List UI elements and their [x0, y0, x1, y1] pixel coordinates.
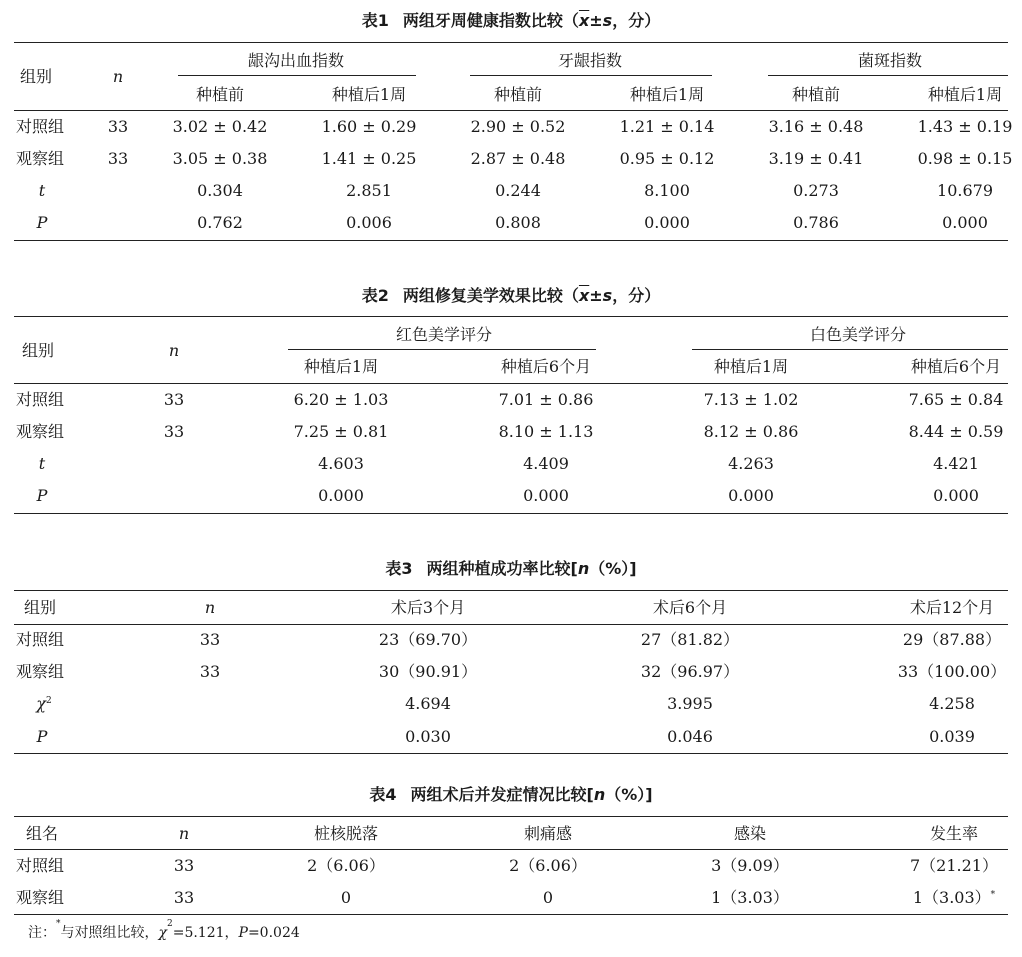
table2-subheader: 种植后1周: [713, 357, 789, 376]
table3-header: 术后12个月: [909, 598, 995, 617]
table4-header: 桩核脱落: [313, 824, 379, 843]
table1-row-label: P: [36, 213, 48, 232]
table2-cell: 0.000: [523, 486, 569, 505]
table1-subheader: 种植后1周: [629, 85, 705, 104]
table2-row-label: P: [36, 486, 48, 505]
table2-cell: 4.263: [728, 454, 774, 473]
table3-bottom-rule: [14, 753, 1008, 754]
table2-cell: 6.20 ± 1.03: [293, 390, 389, 409]
table2-row-label: 对照组: [16, 390, 65, 409]
table1-cell: 0.006: [346, 213, 392, 232]
table1-col-n: n: [112, 67, 124, 86]
table1-row-label: 对照组: [16, 117, 65, 136]
table1-cell: 0.98 ± 0.15: [917, 149, 1013, 168]
table1-cell: 2.90 ± 0.52: [470, 117, 566, 136]
table4-col-group: 组名: [26, 824, 59, 843]
table2-cell: 4.409: [523, 454, 569, 473]
table1-cell: 0.808: [495, 213, 541, 232]
table1-cell: 0.273: [793, 181, 839, 200]
table2-row-n: 33: [163, 390, 185, 409]
table3-col-n: n: [204, 598, 216, 617]
table2-cell: 0.000: [318, 486, 364, 505]
table1-header-rule: [14, 110, 1008, 111]
table1-group-header: 牙龈指数: [557, 51, 623, 70]
table3-cell: 4.258: [929, 694, 975, 713]
table1-cell: 0.95 ± 0.12: [619, 149, 715, 168]
table1-cell: 2.87 ± 0.48: [470, 149, 566, 168]
table1-group-rule: [178, 75, 416, 76]
table1-group-header: 菌斑指数: [857, 51, 923, 70]
table1-row-n: 33: [107, 117, 129, 136]
table1-title: 表1 两组牙周健康指数比较（$\overline{x}\pm s$，分）: [361, 11, 661, 30]
table2-cell: 0.000: [728, 486, 774, 505]
table1-row-label: 观察组: [16, 149, 65, 168]
table3-cell: 0.039: [929, 727, 975, 746]
table3-row-label: $\chi^2$: [36, 694, 52, 713]
table4-cell: 0: [340, 888, 352, 907]
table2-cell: 4.421: [933, 454, 979, 473]
table2-col-group: 组别: [22, 341, 55, 360]
table3-col-group: 组别: [24, 598, 57, 617]
table2-title: 表2 两组修复美学效果比较（$\overline{x}\pm s$，分）: [361, 286, 661, 305]
table1-cell: 10.679: [937, 181, 993, 200]
table2-cell: 8.10 ± 1.13: [498, 422, 594, 441]
table1-bottom-rule: [14, 240, 1008, 241]
table4-top-rule: [14, 816, 1008, 817]
table3-cell: 29（87.88）: [902, 630, 1002, 649]
table1-cell: 0.786: [793, 213, 839, 232]
table1-cell: 3.19 ± 0.41: [768, 149, 864, 168]
table1-group-rule: [470, 75, 712, 76]
table4-row-n: 33: [173, 856, 195, 875]
table2-cell: 8.12 ± 0.86: [703, 422, 799, 441]
table4-header-rule: [14, 849, 1008, 850]
table4-cell: 0: [542, 888, 554, 907]
table2-subheader: 种植后1周: [303, 357, 379, 376]
table4-cell: 7（21.21）: [910, 856, 998, 875]
table4-row-label: 对照组: [16, 856, 65, 875]
table2-top-rule: [14, 316, 1008, 317]
table2-row-label: 观察组: [16, 422, 65, 441]
table1-subheader: 种植后1周: [927, 85, 1003, 104]
table1-top-rule: [14, 42, 1008, 43]
table1-cell: 1.41 ± 0.25: [321, 149, 417, 168]
table2-cell: 7.65 ± 0.84: [908, 390, 1004, 409]
table3-header: 术后3个月: [390, 598, 466, 617]
table3-row-label: P: [36, 727, 48, 746]
table1-cell: 3.05 ± 0.38: [172, 149, 268, 168]
table1-subheader: 种植前: [493, 85, 543, 104]
table1-group-rule: [768, 75, 1008, 76]
table1-cell: 0.000: [644, 213, 690, 232]
table4-cell: 1（3.03）: [711, 888, 789, 907]
table4-header: 感染: [733, 824, 767, 843]
table1-subheader: 种植后1周: [331, 85, 407, 104]
table4-bottom-rule: [14, 914, 1008, 915]
table4-col-n: n: [178, 824, 190, 843]
table3-row-label: 观察组: [16, 662, 65, 681]
table1-subheader: 种植前: [195, 85, 245, 104]
table3-header: 术后6个月: [652, 598, 728, 617]
table3-row-label: 对照组: [16, 630, 65, 649]
table1-cell: 1.21 ± 0.14: [619, 117, 715, 136]
table1-cell: 0.304: [197, 181, 243, 200]
table1-cell: 3.02 ± 0.42: [172, 117, 268, 136]
table3-cell: 33（100.00）: [897, 662, 1007, 681]
table3-title: 表3 两组种植成功率比较[n（%）]: [385, 559, 637, 578]
table2-cell: 7.25 ± 0.81: [293, 422, 389, 441]
table4-header: 刺痛感: [523, 824, 573, 843]
table4-footnote: 注：*与对照组比较，$\chi^2=5.121$，P=0.024: [28, 919, 300, 941]
table2-row-n: 33: [163, 422, 185, 441]
table4-title: 表4 两组术后并发症情况比较[n（%）]: [369, 785, 653, 804]
table4-cell: 2（6.06）: [509, 856, 587, 875]
table4-cell: 2（6.06）: [307, 856, 385, 875]
table4-row-label: 观察组: [16, 888, 65, 907]
table1-cell: 2.851: [346, 181, 392, 200]
table4-row-n: 33: [173, 888, 195, 907]
table2-bottom-rule: [14, 513, 1008, 514]
table3-header-rule: [14, 624, 1008, 625]
table3-cell: 0.030: [405, 727, 451, 746]
table2-group-rule: [288, 349, 596, 350]
table2-col-n: n: [168, 341, 180, 360]
table2-cell: 4.603: [318, 454, 364, 473]
table2-subheader: 种植后6个月: [500, 357, 592, 376]
table2-cell: 7.13 ± 1.02: [703, 390, 799, 409]
table2-row-label: t: [38, 454, 46, 473]
table3-cell: 4.694: [405, 694, 451, 713]
table3-top-rule: [14, 590, 1008, 591]
table4-cell: 1（3.03）*: [912, 888, 996, 907]
table1-cell: 0.244: [495, 181, 541, 200]
table3-cell: 0.046: [667, 727, 713, 746]
table3-row-n: 33: [199, 630, 221, 649]
table2-group-header: 红色美学评分: [395, 325, 493, 344]
table3-cell: 23（69.70）: [378, 630, 478, 649]
table4-header: 发生率: [929, 824, 979, 843]
table2-header-rule: [14, 383, 1008, 384]
table2-subheader: 种植后6个月: [910, 357, 1002, 376]
table1-cell: 0.000: [942, 213, 988, 232]
table3-cell: 27（81.82）: [640, 630, 740, 649]
table1-cell: 1.60 ± 0.29: [321, 117, 417, 136]
table4-cell: 3（9.09）: [711, 856, 789, 875]
table1-row-label: t: [38, 181, 46, 200]
table1-cell: 0.762: [197, 213, 243, 232]
table2-cell: 8.44 ± 0.59: [908, 422, 1004, 441]
table1-cell: 1.43 ± 0.19: [917, 117, 1013, 136]
table2-group-rule: [692, 349, 1008, 350]
table1-col-group: 组别: [20, 67, 53, 86]
table2-cell: 7.01 ± 0.86: [498, 390, 594, 409]
table1-row-n: 33: [107, 149, 129, 168]
table3-row-n: 33: [199, 662, 221, 681]
table1-cell: 3.16 ± 0.48: [768, 117, 864, 136]
table2-cell: 0.000: [933, 486, 979, 505]
table3-cell: 3.995: [667, 694, 713, 713]
table1-cell: 8.100: [644, 181, 690, 200]
table1-group-header: 龈沟出血指数: [247, 51, 345, 70]
table3-cell: 30（90.91）: [378, 662, 478, 681]
table3-cell: 32（96.97）: [640, 662, 740, 681]
table1-subheader: 种植前: [791, 85, 841, 104]
table2-group-header: 白色美学评分: [809, 325, 907, 344]
